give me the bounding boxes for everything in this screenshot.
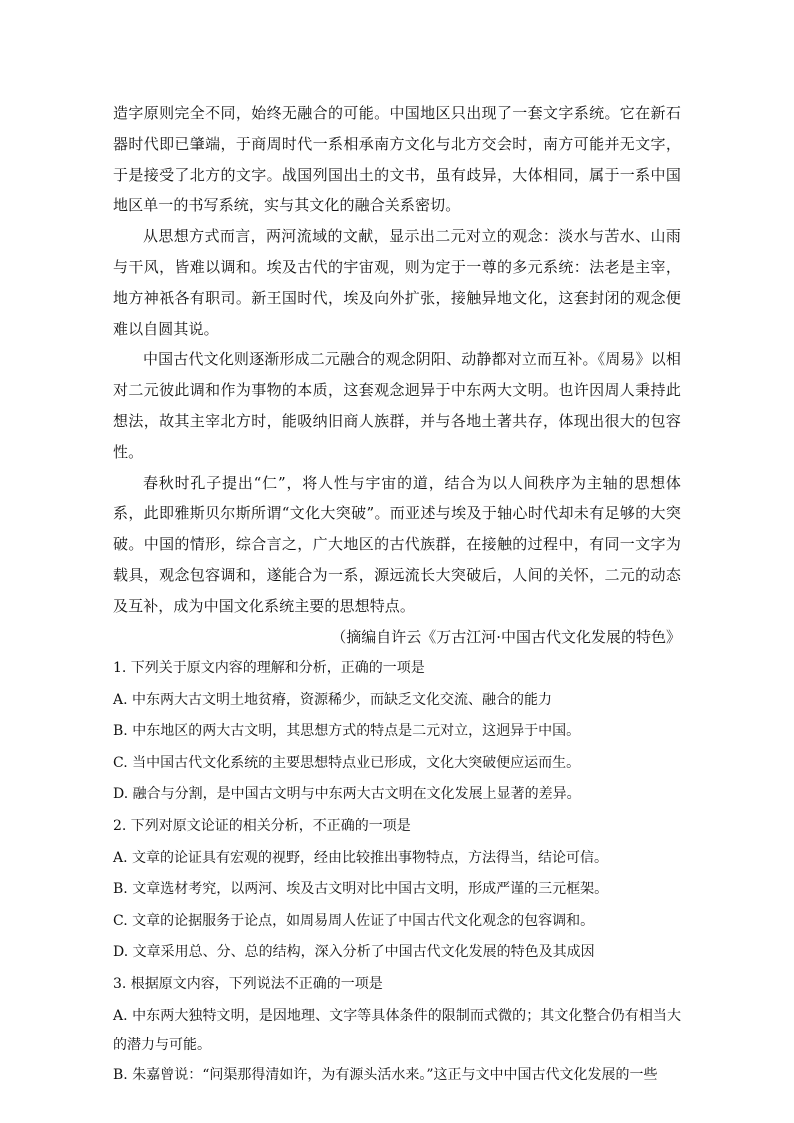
question-option: C. 文章的论据服务于论点，如周易周人佐证了中国古代文化观念的包容调和。: [113, 912, 595, 929]
passage-source: （摘编自许云《万古江河·中国古代文化发展的特色》: [331, 627, 681, 646]
question-stem: 2. 下列对原文论证的相关分析，不正确的一项是: [113, 818, 411, 835]
question-1: [113, 653, 681, 810]
question-option: A. 文章的论证具有宏观的视野，经由比较推出事物特点，方法得当，结论可信。: [113, 849, 609, 866]
question-option: B. 文章选材考究，以两河、埃及古文明对比中国古文明，形成严谨的三元框架。: [113, 881, 609, 898]
passage-paragraph-3: 中国古代文化则逐渐形成二元融合的观念阴阳、动静都对立而互补。《周易》以相对二元彼此调和作为事物的本质，这套观念迥异于中东两大文明。也许因周人秉持此想法，故其主宰北方时，能吸纳旧商人族群，并与各地土著共存，体现出很大的包容性。: [113, 350, 681, 461]
question-2: [113, 811, 681, 968]
question-option: B. 朱嘉曾说：“问渠那得清如许，为有源头活水来。”这正与文中中国古代文化发展的一些: [113, 1066, 658, 1083]
question-stem: 3. 根据原文内容，下列说法不正确的一项是: [113, 976, 383, 993]
passage-paragraph-1: 造字原则完全不同，始终无融合的可能。中国地区只出现了一套文字系统。它在新石器时代即已肇端，于商周时代一系相承南方文化与北方交会时，南方可能并无文字，于是接受了北方的文字。战国列国出土的文书，虽有歧异，大体相同，属于一系中国地区单一的书写系统，实与其文化的融合关系密切。: [113, 104, 681, 215]
question-option: D. 文章采用总、分、总的结构，深入分析了中国古代文化发展的特色及其成因: [113, 944, 595, 960]
document-body: [113, 98, 681, 1091]
question-option: A. 中东两大独特文明，是因地理、文字等具体条件的限制而式微的；其文化整合仍有相当大的潜力与可能。: [113, 1007, 681, 1053]
question-3: [113, 969, 681, 1091]
passage-paragraph-4: 春秋时孔子提出“仁”，将人性与宇宙的道，结合为以人间秩序为主轴的思想体系，此即雅斯贝尔斯所谓“文化大突破”。而亚述与埃及于轴心时代却未有足够的大突破。中国的情形，综合言之，广大地区的古代族群，在接触的过程中，有同一文字为载具，观念包容调和，遂能合为一系，源远流长大突破后，人间的关怀，二元的动态及互补，成为中国文化系统主要的思想特点。: [113, 473, 681, 615]
question-option: C. 当中国古代文化系统的主要思想特点业已形成，文化大突破便应运而生。: [113, 754, 581, 771]
question-option: D. 融合与分割，是中国古文明与中东两大古文明在文化发展上显著的差异。: [113, 785, 581, 802]
question-option: B. 中东地区的两大古文明，其思想方式的特点是二元对立，这迥异于中国。: [113, 723, 581, 740]
question-stem: 1. 下列关于原文内容的理解和分析，正确的一项是: [113, 660, 425, 677]
passage-paragraph-2: 从思想方式而言，两河流域的文献，显示出二元对立的观念：淡水与苦水、山雨与干风，皆难以调和。埃及古代的宇宙观，则为定于一尊的多元系统：法老是主宰，地方神祇各有职司。新王国时代，埃及向外扩张，接触异地文化，这套封闭的观念便难以自圆其说。: [113, 227, 681, 338]
question-option: A. 中东两大古文明土地贫瘠，资源稀少，而缺乏文化交流、融合的能力: [113, 691, 553, 708]
